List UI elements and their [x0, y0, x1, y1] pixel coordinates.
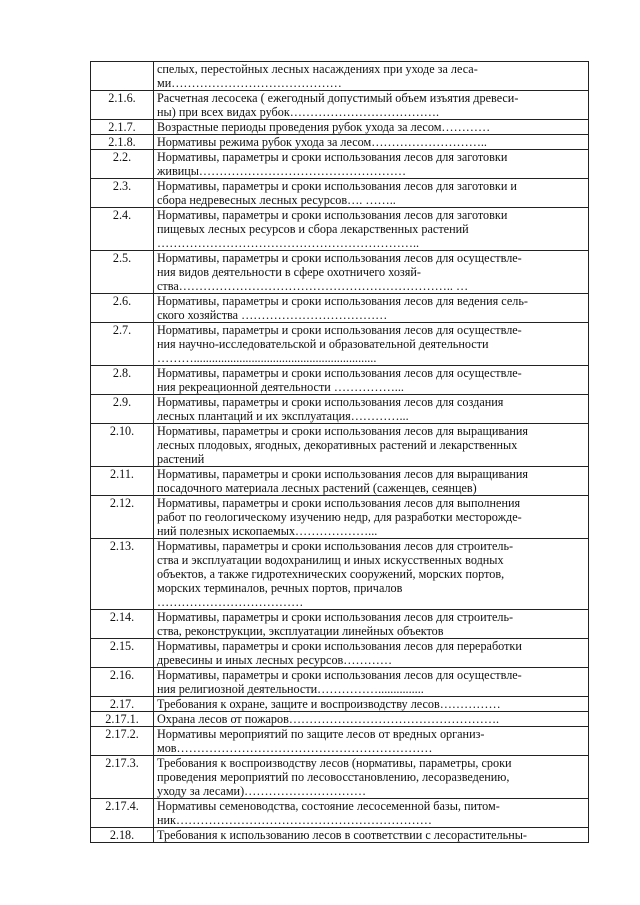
- section-title-line: ………………………………: [157, 595, 304, 609]
- section-number: 2.7.: [91, 323, 154, 366]
- section-title: [154, 62, 589, 91]
- section-title-line: Нормативы, параметры и сроки использования лесов для строитель-: [157, 610, 514, 624]
- section-title-line: Расчетная лесосека ( ежегодный допустимый объем изъятия древеси-: [157, 91, 519, 105]
- toc-row: [91, 799, 589, 828]
- section-title: [154, 251, 589, 294]
- toc-row: [91, 697, 589, 712]
- section-title-line: Нормативы, параметры и сроки использования лесов для переработки: [157, 639, 522, 653]
- section-number: 2.18.: [91, 828, 154, 843]
- section-number: 2.14.: [91, 610, 154, 639]
- toc-row: [91, 179, 589, 208]
- section-title: [154, 120, 589, 135]
- toc-row: [91, 395, 589, 424]
- section-number: 2.4.: [91, 208, 154, 251]
- section-title: [154, 366, 589, 395]
- section-title-line: мов………………………………………………………: [157, 741, 433, 755]
- section-title-line: ник………………………………………………………: [157, 813, 432, 827]
- section-number: 2.6.: [91, 294, 154, 323]
- section-title-line: Нормативы режима рубок ухода за лесом………………………..: [157, 135, 487, 149]
- section-title: [154, 150, 589, 179]
- toc-body: [91, 62, 589, 843]
- section-title-line: Нормативы, параметры и сроки использования лесов для создания: [157, 395, 504, 409]
- section-title-line: уходу за лесами)…………………………: [157, 784, 367, 798]
- section-title-line: ского хозяйства ………………………………: [157, 308, 388, 322]
- toc-row: [91, 135, 589, 150]
- toc-row: [91, 91, 589, 120]
- section-title-line: ния видов деятельности в сфере охотничего хозяй-: [157, 265, 421, 279]
- section-title-line: лесных плодовых, ягодных, декоративных растений и лекарственных: [157, 438, 518, 452]
- section-title-line: пищевых лесных ресурсов и сбора лекарственных растений: [157, 222, 469, 236]
- toc-row: [91, 294, 589, 323]
- section-title-line: Нормативы семеноводства, состояние лесосеменной базы, питом-: [157, 799, 500, 813]
- section-title-line: Возрастные периоды проведения рубок ухода за лесом…………: [157, 120, 491, 134]
- section-title: [154, 179, 589, 208]
- section-number: 2.1.6.: [91, 91, 154, 120]
- section-number: 2.2.: [91, 150, 154, 179]
- section-title-line: ства………………………………………………………….. …: [157, 279, 469, 293]
- section-title: [154, 395, 589, 424]
- section-title: [154, 610, 589, 639]
- toc-row: [91, 727, 589, 756]
- section-title-line: ства, реконструкции, эксплуатации линейных объектов: [157, 624, 444, 638]
- section-title-line: Нормативы, параметры и сроки использования лесов для осуществле-: [157, 323, 522, 337]
- section-title-line: Нормативы мероприятий по защите лесов от вредных организ-: [157, 727, 485, 741]
- toc-row: [91, 712, 589, 727]
- toc-row: [91, 366, 589, 395]
- toc-row: [91, 120, 589, 135]
- section-title-line: сбора недревесных лесных ресурсов…. ……..: [157, 193, 396, 207]
- toc-row: [91, 756, 589, 799]
- section-number: 2.16.: [91, 668, 154, 697]
- section-title: [154, 828, 589, 843]
- section-title: [154, 697, 589, 712]
- section-title-line: Нормативы, параметры и сроки использования лесов для осуществле-: [157, 251, 522, 265]
- section-title-line: объектов, а также гидротехнических сооружений, морских портов,: [157, 567, 505, 581]
- section-number: 2.17.1.: [91, 712, 154, 727]
- toc-row: [91, 467, 589, 496]
- section-number: 2.17.2.: [91, 727, 154, 756]
- section-title-line: работ по геологическому изучению недр, для разработки месторожде-: [157, 510, 522, 524]
- section-title: [154, 424, 589, 467]
- section-number: 2.3.: [91, 179, 154, 208]
- section-title: [154, 135, 589, 150]
- section-title-line: Нормативы, параметры и сроки использования лесов для строитель-: [157, 539, 514, 553]
- section-title-line: Требования к использованию лесов в соответствии с лесорастительны-: [157, 828, 527, 842]
- section-number: 2.13.: [91, 539, 154, 610]
- section-title: [154, 756, 589, 799]
- section-title: [154, 323, 589, 366]
- toc-row: [91, 208, 589, 251]
- section-title: [154, 208, 589, 251]
- section-title-line: морских терминалов, речных портов, причалов: [157, 581, 403, 595]
- section-title-line: ний полезных ископаемых………………...: [157, 524, 378, 538]
- section-title: [154, 496, 589, 539]
- section-title-line: живицы……………………………………………: [157, 164, 407, 178]
- section-title-line: ства и эксплуатации водохранилищ и иных искусственных водных: [157, 553, 504, 567]
- section-title: [154, 467, 589, 496]
- toc-row: [91, 496, 589, 539]
- section-title-line: ны) при всех видах рубок……………………………….: [157, 105, 440, 119]
- section-title-line: растений: [157, 452, 205, 466]
- toc-row: [91, 639, 589, 668]
- section-title-line: Охрана лесов от пожаров…………………………………………….: [157, 712, 500, 726]
- section-title-line: посадочного материала лесных растений (саженцев, сеянцев): [157, 481, 477, 495]
- section-title-line: Требования к воспроизводству лесов (нормативы, параметры, сроки: [157, 756, 512, 770]
- section-title: [154, 727, 589, 756]
- section-title-line: лесных плантаций и их эксплуатация…………...: [157, 409, 409, 423]
- section-title-line: ния религиозной деятельности……………...............: [157, 682, 424, 696]
- toc-row: [91, 828, 589, 843]
- section-title-line: ния рекреационной деятельности ……………...: [157, 380, 404, 394]
- section-number: 2.15.: [91, 639, 154, 668]
- section-title: [154, 799, 589, 828]
- section-number: 2.17.4.: [91, 799, 154, 828]
- section-number: 2.17.3.: [91, 756, 154, 799]
- section-title: [154, 668, 589, 697]
- section-number: 2.1.8.: [91, 135, 154, 150]
- section-title-line: Нормативы, параметры и сроки использования лесов для выполнения: [157, 496, 521, 510]
- section-title-line: ………............................................................: [157, 351, 377, 365]
- section-number: 2.9.: [91, 395, 154, 424]
- section-title-line: Нормативы, параметры и сроки использования лесов для заготовки: [157, 208, 508, 222]
- toc-row: [91, 251, 589, 294]
- section-number: 2.11.: [91, 467, 154, 496]
- section-title-line: ми……………………………………: [157, 76, 342, 90]
- section-title-line: Нормативы, параметры и сроки использования лесов для осуществле-: [157, 366, 522, 380]
- section-title-line: ния научно-исследовательской и образовательной деятельности: [157, 337, 489, 351]
- toc-row: [91, 62, 589, 91]
- section-title-line: спелых, перестойных лесных насаждениях при уходе за леса-: [157, 62, 478, 76]
- section-title-line: Нормативы, параметры и сроки использования лесов для заготовки: [157, 150, 508, 164]
- toc-row: [91, 424, 589, 467]
- section-title-line: Нормативы, параметры и сроки использования лесов для ведения сель-: [157, 294, 528, 308]
- toc-row: [91, 610, 589, 639]
- section-title: [154, 294, 589, 323]
- section-title: [154, 639, 589, 668]
- toc-row: [91, 668, 589, 697]
- section-title: [154, 712, 589, 727]
- section-number: 2.17.: [91, 697, 154, 712]
- toc-row: [91, 150, 589, 179]
- section-title-line: Требования к охране, защите и воспроизводству лесов……………: [157, 697, 501, 711]
- toc-row: [91, 323, 589, 366]
- section-number: 2.5.: [91, 251, 154, 294]
- toc-row: [91, 539, 589, 610]
- section-title-line: Нормативы, параметры и сроки использования лесов для осуществле-: [157, 668, 522, 682]
- section-title-line: проведения мероприятий по лесовосстановлению, лесоразведению,: [157, 770, 510, 784]
- section-title: [154, 539, 589, 610]
- section-title-line: Нормативы, параметры и сроки использования лесов для выращивания: [157, 424, 529, 438]
- section-title-line: ………………………………………………………..: [157, 236, 420, 250]
- toc-table: [90, 61, 589, 843]
- section-title-line: Нормативы, параметры и сроки использования лесов для выращивания: [157, 467, 529, 481]
- section-number: 2.10.: [91, 424, 154, 467]
- section-number: 2.12.: [91, 496, 154, 539]
- section-title-line: древесины и иных лесных ресурсов…………: [157, 653, 393, 667]
- section-title: [154, 91, 589, 120]
- section-number: 2.8.: [91, 366, 154, 395]
- section-title-line: Нормативы, параметры и сроки использования лесов для заготовки и: [157, 179, 517, 193]
- section-number: [91, 62, 154, 91]
- section-number: 2.1.7.: [91, 120, 154, 135]
